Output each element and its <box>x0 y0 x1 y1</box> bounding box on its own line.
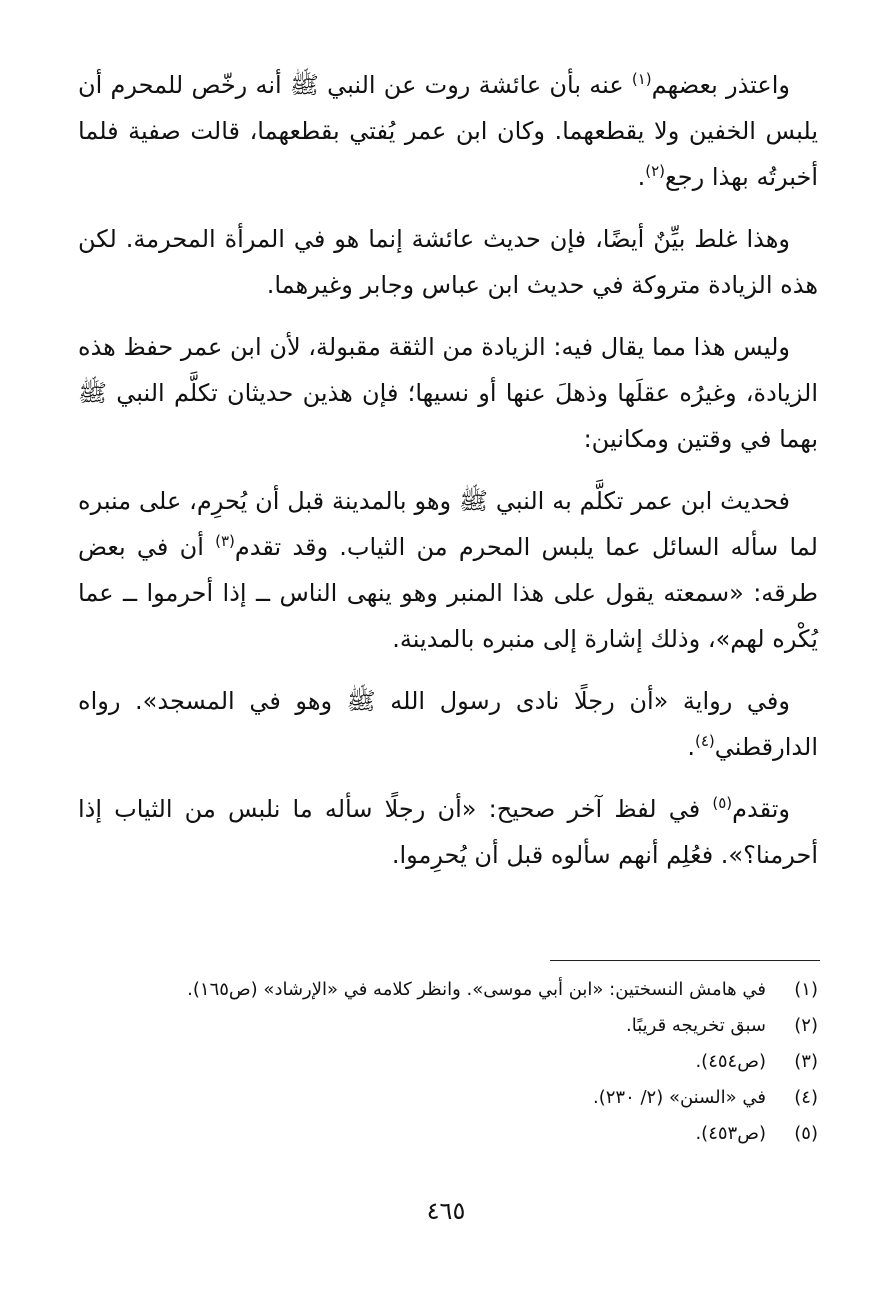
text-run: وهذا غلط بيِّنٌ أيضًا، فإن حديث عائشة إنما هو في المرأة المحرمة. لكن هذه الزيادة متروكة في حديث ابن عباس وجابر وغيرهما. <box>78 225 818 299</box>
footnote-text: في «السنن» (٢/ ٢٣٠). <box>592 1087 766 1108</box>
footnote-text: في هامش النسختين: «ابن أبي موسى». وانظر كلامه في «الإرشاد» (ص١٦٥). <box>187 979 766 1000</box>
footnote-separator <box>550 960 820 961</box>
text-run: . <box>687 733 695 761</box>
footnote-5 <box>78 1116 818 1152</box>
footnote-ref: (٢) <box>645 162 665 180</box>
footnote-number: (٢) <box>794 1015 818 1036</box>
text-run: . <box>637 163 646 191</box>
text-run: وفي رواية «أن رجلًا نادى رسول الله ﷺ وهو في المسجد». رواه الدارقطني <box>78 687 818 761</box>
footnote-ref: (٣) <box>215 532 235 550</box>
paragraph-6 <box>78 786 818 878</box>
footnote-3 <box>78 1044 818 1080</box>
footnote-number: (٣) <box>794 1051 818 1072</box>
paragraph-2 <box>78 216 818 308</box>
footnote-2 <box>78 1008 818 1044</box>
paragraph-4 <box>78 478 818 662</box>
footnote-1 <box>78 972 818 1008</box>
footnote-ref: (٥) <box>712 794 733 812</box>
paragraph-5 <box>78 678 818 770</box>
text-run: وليس هذا مما يقال فيه: الزيادة من الثقة مقبولة، لأن ابن عمر حفظ هذه الزيادة، وغيرُه عقلَها وذهلَ عنها أو نسيها؛ فإن هذين حديثان تكلَّم النبي ﷺ بهما في وقتين ومكانين: <box>78 333 818 453</box>
footnote-ref: (١) <box>631 70 652 88</box>
text-run: في لفظ آخر صحيح: «أن رجلًا سأله ما نلبس من الثياب إذا أحرمنا؟». فعُلِم أنهم سألوه قبل أن يُحرِموا. <box>78 795 818 869</box>
footnote-ref: (٤) <box>694 732 715 750</box>
footnote-text: سبق تخريجه قريبًا. <box>626 1015 766 1036</box>
footnote-text: (ص٤٥٤). <box>695 1051 766 1072</box>
text-run: وتقدم <box>732 795 790 823</box>
paragraph-1 <box>78 62 818 200</box>
footnote-4 <box>78 1080 818 1116</box>
main-text <box>78 62 818 878</box>
footnote-text: (ص٤٥٣). <box>695 1123 766 1144</box>
footnotes <box>78 972 818 1152</box>
footnote-number: (٥) <box>794 1123 818 1144</box>
page-number: ٤٦٥ <box>426 1197 466 1225</box>
footnote-number: (١) <box>794 979 818 1000</box>
text-run: واعتذر بعضهم <box>651 71 790 99</box>
text-run: فحديث ابن عمر تكلَّم به النبي ﷺ وهو بالمدينة قبل أن يُحرِم، على منبره لما سأله السائل عما يلبس المحرم من الثياب. وقد تقدم <box>78 487 818 561</box>
text-run: أن في بعض طرقه: «سمعته يقول على هذا المنبر وهو ينهى الناس ــ إذا أحرموا ــ عما يُكْره لهم»، وذلك إشارة إلى منبره بالمدينة. <box>78 533 818 653</box>
footnote-number: (٤) <box>794 1087 818 1108</box>
text-run: عنه بأن عائشة روت عن النبي ﷺ أنه رخّص للمحرم أن يلبس الخفين ولا يقطعهما. وكان ابن عمر يُفتي بقطعهما، قالت صفية فلما أخبرتُه بهذا رجع <box>78 71 818 191</box>
paragraph-3 <box>78 324 818 462</box>
